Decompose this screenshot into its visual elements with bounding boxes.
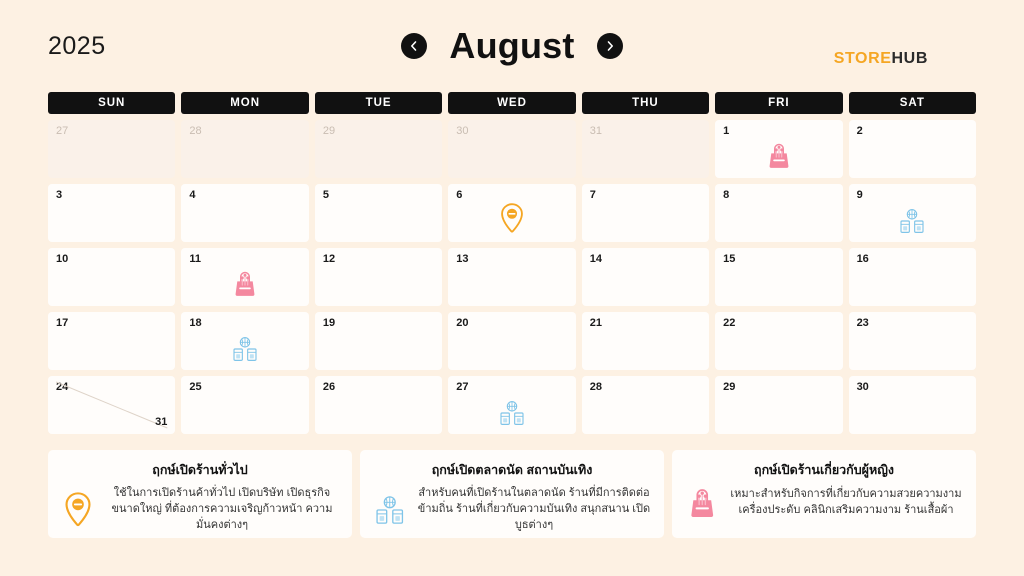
legend-description: เหมาะสำหรับกิจการที่เกี่ยวกับความสวยความงาม เครื่องประดับ คลินิกเสริมความงาม ร้านเสื้อผ้า [730,487,962,516]
day-number: 28 [589,381,602,393]
calendar-day-cell[interactable] [849,312,976,370]
calendar-day-cell[interactable] [181,248,308,306]
day-event-icon [899,208,926,239]
legend-body [372,486,652,534]
calendar-day-cell[interactable] [448,120,575,178]
day-number: 13 [456,253,469,265]
chevron-right-icon [604,40,616,52]
calendar-day-cell[interactable] [582,248,709,306]
legend-row [48,450,976,538]
calendar-day-cell[interactable] [181,312,308,370]
day-of-week-header: SAT [849,92,976,114]
day-number: 18 [189,317,202,329]
chevron-left-icon [408,40,420,52]
day-number: 21 [589,317,602,329]
day-number: 20 [456,317,469,329]
day-number: 1 [723,125,730,137]
day-number: 19 [322,317,336,329]
day-number: 22 [723,317,736,329]
legend-body [684,486,964,519]
legend-body [60,486,340,534]
day-number: 7 [589,189,596,201]
calendar-day-cell[interactable] [448,376,575,434]
calendar-day-cell[interactable] [849,248,976,306]
day-number: 25 [189,381,202,393]
legend-icon [60,492,96,527]
women-shop-icon [767,141,792,170]
calendar-day-cell[interactable] [315,312,442,370]
day-number: 17 [56,317,69,329]
calendar-day-cell[interactable] [582,312,709,370]
day-number: 11 [189,253,202,265]
day-number-secondary: 31 [155,416,168,428]
legend-card [360,450,664,538]
day-of-week-header: WED [448,92,575,114]
calendar-day-cell[interactable] [315,248,442,306]
year-label: 2025 [48,31,106,60]
entertainment-icon [899,208,926,234]
day-event-icon [499,203,525,239]
calendar-day-cell[interactable] [849,376,976,434]
day-of-week-header: MON [181,92,308,114]
general-shop-icon [499,203,525,234]
legend-card [48,450,352,538]
calendar-day-cell[interactable] [715,120,842,178]
day-event-icon [767,141,792,175]
calendar-day-cell[interactable] [715,184,842,242]
legend-title: ฤกษ์เปิดร้านทั่วไป [152,463,248,477]
calendar-day-cell[interactable] [849,184,976,242]
calendar-day-cell[interactable] [448,248,575,306]
day-number: 5 [322,189,329,201]
day-number: 30 [456,125,469,137]
day-of-week-header: SUN [48,92,175,114]
calendar-grid [48,92,976,434]
entertainment-icon [231,336,258,362]
day-number: 26 [322,381,336,393]
legend-title: ฤกษ์เปิดตลาดนัด สถานบันเทิง [431,463,593,477]
calendar-day-cell[interactable] [315,184,442,242]
day-event-icon [231,336,258,367]
day-number: 28 [189,125,202,137]
calendar-day-cell[interactable] [181,376,308,434]
day-of-week-header: THU [582,92,709,114]
women-shop-icon [688,486,717,519]
calendar-day-cell[interactable] [48,312,175,370]
legend-icon [372,495,408,525]
day-number: 30 [856,381,869,393]
day-number: 14 [589,253,602,265]
general-shop-icon [63,492,93,527]
day-number: 31 [589,125,602,137]
day-event-icon [233,269,258,303]
day-number: 9 [856,189,863,201]
day-number: 4 [189,189,196,201]
month-title: August [449,25,575,66]
calendar-day-cell[interactable] [181,120,308,178]
calendar-day-cell[interactable] [582,376,709,434]
calendar-day-cell[interactable] [48,248,175,306]
brand-logo [834,50,928,68]
calendar-day-cell[interactable] [181,184,308,242]
day-number: 27 [456,381,469,393]
women-shop-icon [233,269,258,298]
day-number: 23 [856,317,869,329]
day-number: 6 [456,189,463,201]
day-number: 29 [723,381,736,393]
calendar-day-cell[interactable] [849,120,976,178]
day-of-week-header: TUE [315,92,442,114]
calendar-day-cell[interactable] [582,184,709,242]
calendar-day-cell[interactable] [715,248,842,306]
legend-icon [684,486,720,519]
legend-title: ฤกษ์เปิดร้านเกี่ยวกับผู้หญิง [754,463,894,477]
day-number: 10 [56,253,69,265]
calendar-day-cell[interactable] [715,376,842,434]
legend-description: ใช้ในการเปิดร้านค้าทั่วไป เปิดบริษัท เปิดธุรกิจขนาดใหญ่ ที่ต้องการความเจริญก้าวหน้า ความมั่นคงต่างๆ [111,487,333,531]
page-header [48,0,976,92]
previous-month-button[interactable] [401,33,427,59]
calendar-day-cell[interactable] [48,120,175,178]
legend-description: สำหรับคนที่เปิดร้านในตลาดนัด ร้านที่มีการติดต่อข้ามถิ่น ร้านที่เกี่ยวกับความบันเทิง สนุกสนาน เปิดบูธต่างๆ [417,487,651,531]
day-number: 16 [856,253,869,265]
day-of-week-header: FRI [715,92,842,114]
next-month-button[interactable] [597,33,623,59]
day-event-icon [498,400,525,431]
brand-hub-text: HUB [891,50,928,67]
day-number: 3 [56,189,63,201]
calendar-day-cell[interactable] [315,120,442,178]
legend-card [672,450,976,538]
calendar-day-cell[interactable] [448,184,575,242]
calendar-day-cell[interactable] [715,312,842,370]
entertainment-icon [374,495,406,525]
calendar-day-cell[interactable] [48,376,175,434]
day-number: 27 [56,125,69,137]
calendar-day-cell[interactable] [48,184,175,242]
day-number: 29 [322,125,336,137]
calendar-day-cell[interactable] [315,376,442,434]
day-number: 12 [322,253,336,265]
day-number: 8 [723,189,730,201]
entertainment-icon [498,400,525,426]
brand-store-text: STORE [833,50,892,67]
day-number: 15 [723,253,736,265]
calendar-day-cell[interactable] [448,312,575,370]
day-number: 2 [856,125,863,137]
month-navigator [48,0,976,92]
day-number: 24 [56,381,69,393]
calendar-day-cell[interactable] [582,120,709,178]
